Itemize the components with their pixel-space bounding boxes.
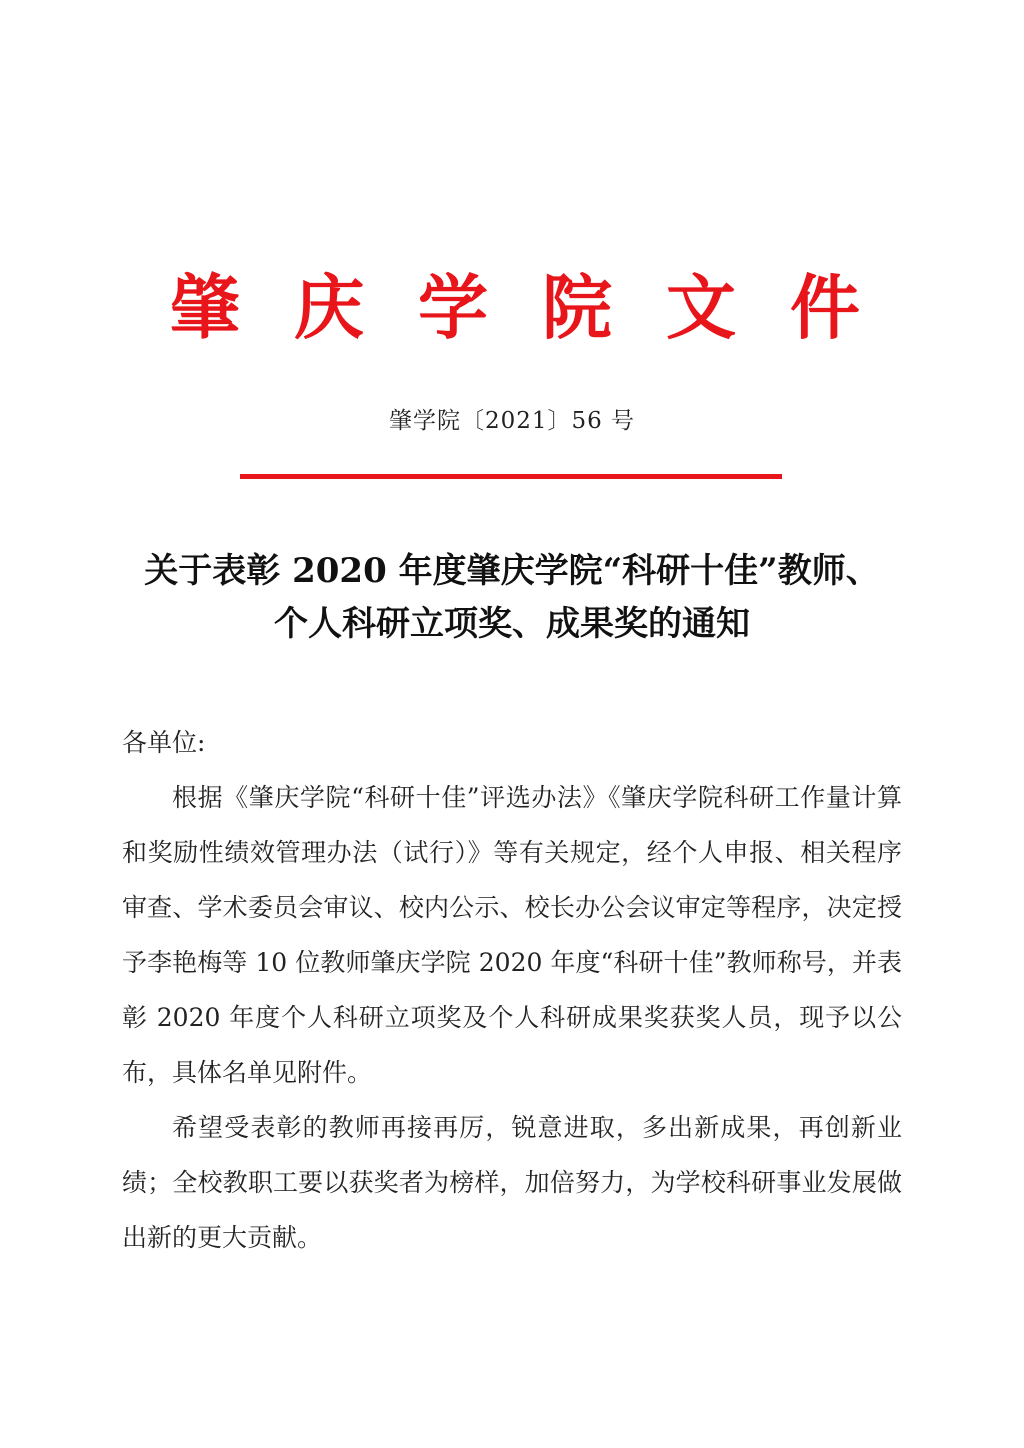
title-line-2: 个人科研立项奖、成果奖的通知 [274,604,750,644]
masthead-char: 件 [790,266,860,349]
masthead-char: 庆 [294,266,364,349]
document-body [122,715,902,1265]
masthead-char: 文 [666,266,736,349]
masthead-title [170,268,860,348]
paragraph-2: 希望受表彰的教师再接再厉，锐意进取，多出新成果，再创新业绩；全校教职工要以获奖者为榜样，加倍努力，为学校科研事业发展做出新的更大贡献。 [122,1113,902,1252]
document-number: 肇学院〔2021〕56 号 [388,408,636,434]
salutation: 各单位: [122,728,206,757]
title-line-1: 关于表彰 2020 年度肇庆学院“科研十佳”教师、 [144,551,880,591]
red-divider-line [240,474,782,479]
masthead-char: 学 [418,266,488,349]
masthead-char: 院 [542,266,612,349]
paragraph-1: 根据《肇庆学院“科研十佳”评选办法》《肇庆学院科研工作量计算和奖励性绩效管理办法（试行）》等有关规定，经个人申报、相关程序审查、学术委员会审议、校内公示、校长办公会议审定等程序，决定授予李艳梅等 10 位教师肇庆学院 2020 年度“科研十佳”教师称号，并表彰 2020 年度个人科研立项奖及个人科研成果奖获奖人员，现予以公布，具体名单见附件。 [122,783,902,1087]
document-title [100,545,924,651]
masthead-char: 肇 [170,266,240,349]
